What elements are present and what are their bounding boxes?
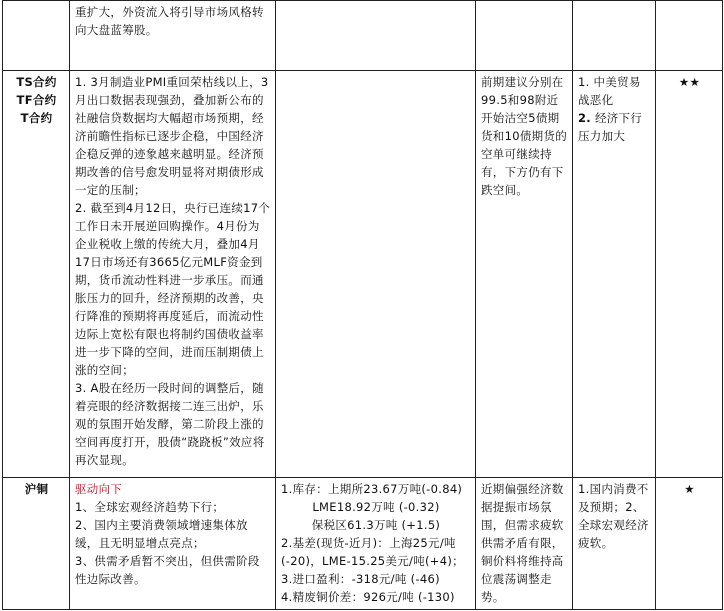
contract-name: 沪铜: [24, 482, 49, 496]
futures-report-table: [2, 0, 723, 610]
strategy-text: 近期偏强经济数据提振市场氛围，但需求疲软供需矛盾有限，铜价料将维持高位震荡调整走势。: [481, 482, 564, 604]
analysis-cell: [70, 1, 276, 71]
analysis-cell: [70, 478, 276, 610]
risk-cell: [573, 478, 656, 610]
contract-name-cell: [3, 71, 70, 478]
risk-item-number: 2.: [578, 111, 591, 125]
risk-cell: [573, 1, 656, 71]
table-row: [3, 71, 723, 478]
strategy-cell: [476, 71, 573, 478]
data-line: 保税区61.3万吨 (+1.5): [311, 518, 441, 532]
contract-name-cell: [3, 478, 70, 610]
contract-name: T合约: [20, 111, 53, 125]
data-cell: [276, 1, 476, 71]
risk-item: [578, 73, 651, 109]
strategy-text: 前期建议分别在99.5和98附近开始沽空5债期货和10债期货的空单可继续持有，下方仍有下跌空间。: [481, 75, 568, 197]
data-line: 3.进口盈利：-318元/吨 (-46): [281, 572, 440, 586]
data-line: 4.精废铜价差：926元/吨 (-130): [281, 590, 455, 604]
table-row: [3, 478, 723, 610]
contract-name: TS合约: [16, 75, 57, 89]
analysis-paragraph: 1. 3月制造业PMI重回荣枯线以上，3月出口数据表现强劲，叠加新公布的社融信贷数据均大幅超市场预期，经济前瞻性指标已逐步企稳，中国经济企稳反弹的迹象越来越明显。经济预期改善的信号愈发明显将对期债形成一定的压制；: [75, 75, 269, 197]
data-line: 2.基差(现货-近月)：上海25元/吨(-20)，LME-15.25美元/吨(+4)；: [281, 536, 464, 568]
rating-stars: ★: [684, 482, 695, 496]
risk-item-text: 经济下行压力加大: [578, 111, 643, 143]
rating-cell: [656, 1, 723, 71]
risk-item-text: 中美贸易战恶化: [578, 75, 641, 107]
contract-name: TF合约: [16, 93, 57, 107]
analysis-paragraph: 2. 截至到4月12日，央行已连续17个工作日未开展逆回购操作。4月份为企业税收上缴的传统大月，叠加4月17日市场还有3665亿元MLF资金到期，货币流动性料进一步承压。而通胀压力的回升，经济预期的改善，央行降准的预期将再度延后，而流动性边际上宽松有限也将制约国债收益率进一步下降的空间，进而压制期债上涨的空间；: [75, 201, 271, 377]
data-cell: [276, 478, 476, 610]
rating-stars: ★★: [678, 75, 701, 89]
contract-name-cell: [3, 1, 70, 71]
strategy-cell: [476, 1, 573, 71]
analysis-paragraph: 1、全球宏观经济趋势下行；: [75, 500, 225, 514]
analysis-paragraph: 重扩大，外资流入将引导市场风格转向大盘蓝筹股。: [75, 5, 264, 37]
analysis-paragraph: 3. A股在经历一段时间的调整后，随着亮眼的经济数据接二连三出炉，乐观的氛围开始发酵，第二阶段上涨的空间再度打开，股债“跷跷板”效应将再次显现。: [75, 381, 265, 467]
risk-item: [578, 109, 651, 145]
analysis-paragraph: 3、供需矛盾暂不突出，但供需阶段性边际改善。: [75, 554, 260, 586]
data-line: 1.库存：上期所23.67万吨(-0.84): [281, 482, 463, 496]
risk-text: 1.国内消费不及预期；2、全球宏观经济疲软。: [578, 482, 649, 550]
rating-cell: [656, 478, 723, 610]
table-row: [3, 1, 723, 71]
analysis-heading: 驱动向下: [75, 482, 123, 496]
data-cell: [276, 71, 476, 478]
strategy-cell: [476, 478, 573, 610]
data-line: LME18.92万吨 (-0.32): [312, 500, 440, 514]
risk-item-number: 1.: [578, 75, 590, 89]
analysis-paragraph: 2、国内主要消费领域增速集体放缓，且无明显增点亮点；: [75, 518, 248, 550]
analysis-cell: [70, 71, 276, 478]
risk-cell: [573, 71, 656, 478]
rating-cell: [656, 71, 723, 478]
